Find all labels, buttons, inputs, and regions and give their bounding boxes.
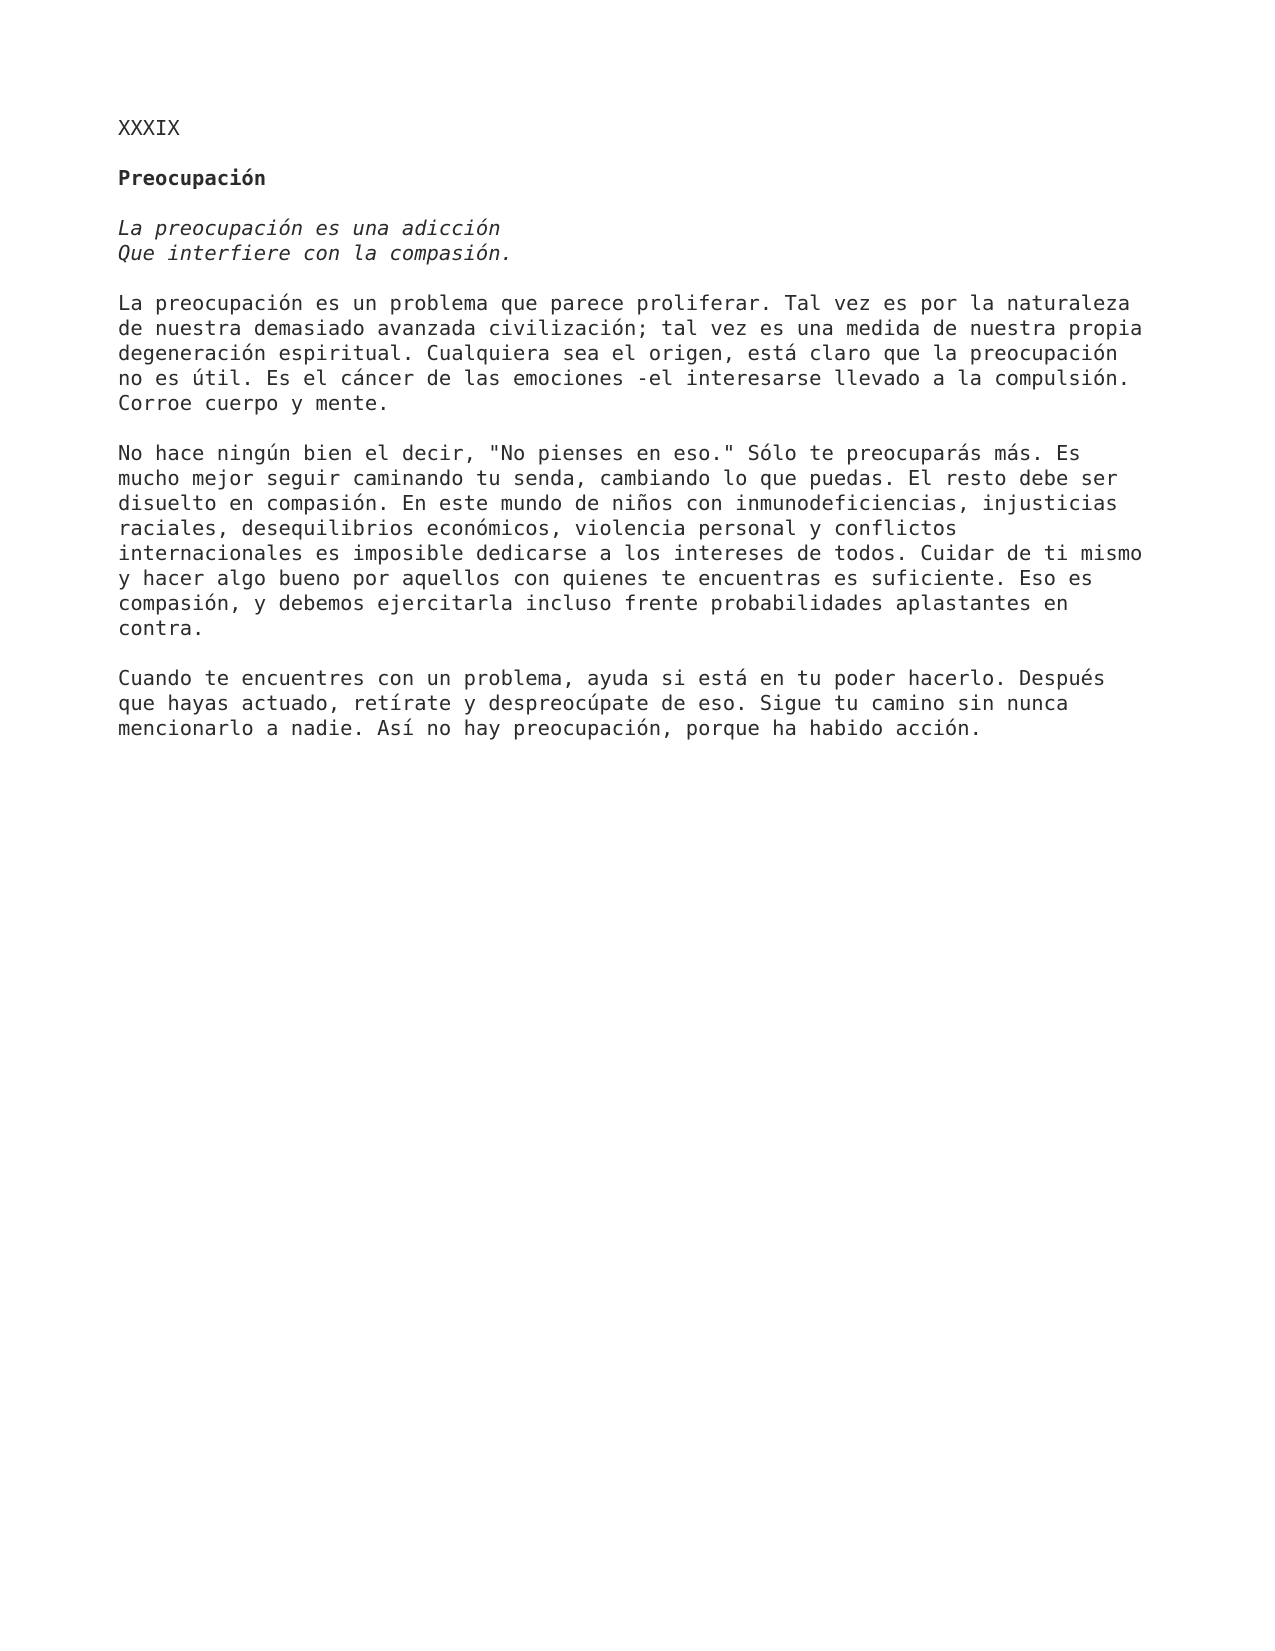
paragraph-line: raciales, desequilibrios económicos, violencia personal y conflictos	[118, 516, 958, 540]
epigraph-line: Que interfiere con la compasión.	[118, 241, 513, 265]
paragraph-line: no es útil. Es el cáncer de las emociones -el interesarse llevado a la compulsión.	[118, 366, 1131, 390]
paragraph-line: degeneración espiritual. Cualquiera sea el origen, está claro que la preocupación	[118, 341, 1118, 365]
paragraph-1	[118, 291, 1178, 416]
paragraph-line: mucho mejor seguir caminando tu senda, cambiando lo que puedas. El resto debe ser	[118, 466, 1118, 490]
chapter-title-text: Preocupación	[118, 166, 267, 190]
chapter-title	[118, 166, 1178, 191]
paragraph-line: mencionarlo a nadie. Así no hay preocupación, porque ha habido acción.	[118, 716, 982, 740]
paragraph-line: No hace ningún bien el decir, "No pienses en eso." Sólo te preocuparás más. Es	[118, 441, 1081, 465]
paragraph-line: Cuando te encuentres con un problema, ayuda si está en tu poder hacerlo. Después	[118, 666, 1106, 690]
paragraph-line: disuelto en compasión. En este mundo de niños con inmunodeficiencias, injusticias	[118, 491, 1118, 515]
paragraph-line: internacionales es imposible dedicarse a los intereses de todos. Cuidar de ti mismo	[118, 541, 1143, 565]
document-page	[118, 116, 1178, 766]
paragraph-line: que hayas actuado, retírate y despreocúpate de eso. Sigue tu camino sin nunca	[118, 691, 1069, 715]
paragraph-2	[118, 441, 1178, 641]
paragraph-line: contra.	[118, 616, 205, 640]
chapter-number	[118, 116, 1178, 141]
chapter-number-text: XXXIX	[118, 116, 180, 140]
paragraph-line: compasión, y debemos ejercitarla incluso frente probabilidades aplastantes en	[118, 591, 1069, 615]
epigraph	[118, 216, 1178, 266]
epigraph-line: La preocupación es una adicción	[118, 216, 501, 240]
paragraph-line: Corroe cuerpo y mente.	[118, 391, 390, 415]
paragraph-line: y hacer algo bueno por aquellos con quienes te encuentras es suficiente. Eso es	[118, 566, 1094, 590]
paragraph-line: de nuestra demasiado avanzada civilización; tal vez es una medida de nuestra propia	[118, 316, 1143, 340]
paragraph-3	[118, 666, 1178, 741]
paragraph-line: La preocupación es un problema que parece proliferar. Tal vez es por la naturaleza	[118, 291, 1131, 315]
